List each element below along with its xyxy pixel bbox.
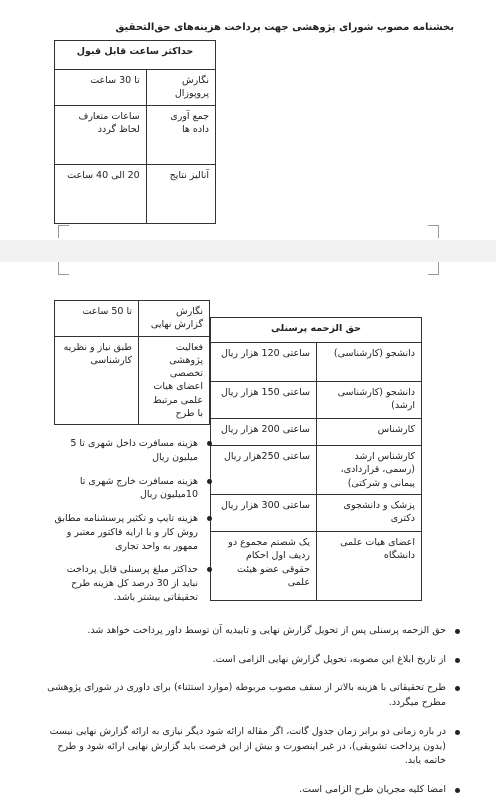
bullet-icon xyxy=(207,479,212,484)
personnel-fee-table xyxy=(210,317,422,601)
table-cell-value: ساعتی 200 هزار ریال xyxy=(211,419,317,446)
table-row xyxy=(55,70,216,106)
list-item xyxy=(42,653,462,668)
table-row xyxy=(55,336,210,425)
list-item xyxy=(42,681,462,710)
table-cell-item: نگارش پروپوزال xyxy=(146,70,215,106)
bullet-icon xyxy=(455,730,460,735)
table-cell-value: طبق نیاز و نظریه کارشناسی xyxy=(55,336,139,425)
table-cell-label: دانشجو (کارشناسی) xyxy=(317,343,422,382)
table-row xyxy=(55,164,216,223)
table-cell-value: ساعتی 120 هزار ریال xyxy=(211,343,317,382)
list-item xyxy=(52,437,212,465)
list-item-text: حق الزحمه پرسنلی پس از تحویل گزارش نهایی و تاییدیه آن توسط داور پرداخت خواهد شد. xyxy=(87,625,446,636)
table-row xyxy=(211,382,422,419)
table-cell-label: اعضای هیات علمی دانشگاه xyxy=(317,532,422,601)
rules-bullets xyxy=(42,624,462,812)
page-corner-mark xyxy=(428,225,439,238)
table-row xyxy=(55,105,216,164)
table-row xyxy=(211,495,422,532)
list-item xyxy=(42,624,462,639)
document-title: بخشنامه مصوب شورای پ‍ژوهشی جهت پرداخت هزینه‌های حق‌التحقیق xyxy=(115,22,454,33)
list-item xyxy=(42,783,462,798)
bullet-icon xyxy=(455,658,460,663)
table-row xyxy=(211,446,422,495)
list-item xyxy=(52,475,212,503)
cost-bullets xyxy=(52,437,212,615)
table-cell-value: ساعتی 150 هزار ریال xyxy=(211,382,317,419)
list-item-text: هزینه تایپ و تکثیر پرسشنامه مطابق روش کار و با ارایه فاکتور معتبر و ممهور به واحد تجاری xyxy=(54,513,198,552)
table-cell-value: یک شصتم مجموع دو ردیف اول احکام حقوقی عضو هیئت علمی xyxy=(211,532,317,601)
table-cell-value: ساعتی 250هزار ریال xyxy=(211,446,317,495)
table-cell-label: دانشجو (کارشناسی ارشد) xyxy=(317,382,422,419)
table-row xyxy=(211,419,422,446)
bullet-icon xyxy=(207,516,212,521)
page-corner-mark xyxy=(428,262,439,275)
list-item-text: امضا کلیه مجریان طرح الزامی است. xyxy=(299,784,446,796)
list-item-text: حداکثر مبلغ پرسنلی قابل پرداخت نباید از 30 درصد کل هزینه طرح تحقیقاتی بیشتر باشد. xyxy=(66,564,198,603)
list-item xyxy=(52,512,212,553)
accepted-hours-table xyxy=(54,40,216,224)
table-cell-value: ساعتی 300 هزار ریال xyxy=(211,495,317,532)
table-cell-label: کارشناس ارشد (رسمی، قراردادی، پیمانی و شرکتی) xyxy=(317,446,422,495)
table-row xyxy=(55,301,210,337)
table-cell-label: کارشناس xyxy=(317,419,422,446)
page-corner-mark xyxy=(58,262,69,275)
table-cell-value: تا 50 ساعت xyxy=(55,301,139,337)
page-gap xyxy=(0,240,496,262)
bullet-icon xyxy=(455,629,460,634)
table-cell-value: ساعات متعارف لحاظ گردد xyxy=(55,105,147,164)
list-item-text: طرح تحقیقاتی با هزینه بالاتر از سقف مصوب مربوطه (موارد استثناء) برای داوری در شورای پژوهشی مطرح میگردد. xyxy=(47,682,446,709)
table-row xyxy=(211,532,422,601)
bullet-icon xyxy=(455,788,460,793)
document-page-1 xyxy=(0,0,496,240)
list-item-text: از تاریخ ابلاغ این مصوبه، تحویل گزارش نهایی الزامی است. xyxy=(212,653,446,665)
list-item xyxy=(52,563,212,604)
accepted-hours-header: حداکثر ساعت قابل قبول xyxy=(55,41,216,70)
bullet-icon xyxy=(207,567,212,572)
list-item-text: هزینه مسافرت خارج شهری تا 10میلیون ریال xyxy=(79,475,198,501)
personnel-fee-header: حق الزحمه پرسنلی xyxy=(211,318,422,343)
table-cell-label: پزشک و دانشجوی دکتری xyxy=(317,495,422,532)
table-cell-item: آنالیز نتایج xyxy=(146,164,215,223)
table-cell-item: جمع آوری داده ها xyxy=(146,105,215,164)
document-page-2 xyxy=(0,262,496,800)
table-cell-item: نگارش گزارش نهایی xyxy=(139,301,210,337)
table-cell-value: 20 الی 40 ساعت xyxy=(55,164,147,223)
table-cell-item: فعالیت پژوهشی تخصصی اعضای هیات علمی مرتبط با طرح xyxy=(139,336,210,425)
list-item-text: در بازه زمانی دو برابر زمان جدول گانت، اگر مقاله ارائه شود دیگر نیازی به ارائه گزارش نهایی نیست (بدون پرداخت تشویقی)، در غیر اینصورت و بیش از این فرصت باید گزارش نهایی ارائه شود و طرح خاتمه یابد. xyxy=(49,725,446,767)
hours-table-continued xyxy=(54,300,210,425)
list-item-text: هزینه مسافرت داخل شهری تا 5 میلیون ریال xyxy=(70,438,198,463)
bullet-icon xyxy=(455,686,460,691)
page-corner-mark xyxy=(58,225,69,238)
bullet-icon xyxy=(207,441,212,446)
list-item xyxy=(42,725,462,769)
table-row xyxy=(211,343,422,382)
table-cell-value: تا 30 ساعت xyxy=(55,70,147,106)
